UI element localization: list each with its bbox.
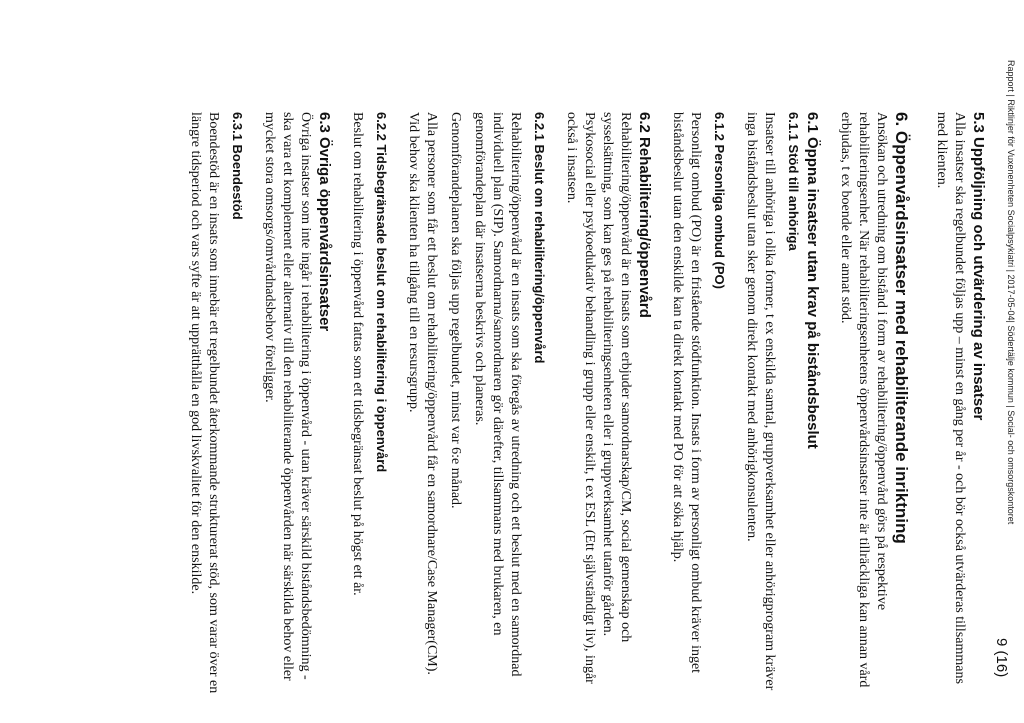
subsection-heading: 6.2.2 Tidsbegränsade beslut om rehabilitering i öppenvård [374,112,389,473]
paragraph: Genomförandeplanen ska följas upp regelbundet, minst var 6:e månad. [448,112,463,509]
running-header: Rapport | Riktlinjer för Vuxenenheten Socialpsykiatri | 2017-05-04| Södertälje kommun | Social- och omsorgskontoret [1006,60,1016,525]
section-6-3 [260,112,334,697]
section-6-3-1 [186,112,246,697]
paragraph: Rehabilitering/öppenvård är en insats som ska föregås av utredning och ett beslut med en samordnad individuell plan (SIP). Samordnarna/samordnaren gör därefter, tillsammans med brukaren, en genomförandeplan där insatserna beskrivs och planeras. [472,112,523,677]
paragraph: Insatser till anhöriga i olika former, t ex enskilda samtal, gruppverksamhet eller anhörigprogram kräver inga biståndsbeslut utan sker genom direkt kontakt med anhörigkonsulenten. [744,112,777,691]
paragraph: Rehabilitering/öppenvård är en insats som erbjuder samordnarskap/CM, social gemenskap och sysselsättning, som kan ges på rehabiliteringsenheten eller i gruppverksamhet utanför gården. Psykosocial eller psykoedukativ behandling i grupp eller enskilt, t ex ESL (Ett självständigt liv), ingår också i insatsen. [564,112,633,684]
subsection-heading: 6.1.1 Stöd till anhöriga [786,112,801,251]
paragraph: Personligt ombud (PO) är en fristående stödfunktion. Insats i form av personligt ombud kräver inget biståndsbeslut utan den enskilde kan ta direkt kontakt med PO för att söka hjälp. [670,112,703,674]
subsection-heading: 6.2.1 Beslut om rehabilitering/öppenvård [532,112,547,364]
paragraph: Alla insatser ska regelbundet följas upp – minst en gång per år - och bör också utvärderas tillsammans med klienten. [934,112,967,684]
section-6 [836,112,912,697]
subsection-heading: 6.1.2 Personliga ombud (PO) [712,112,727,289]
section-heading: 6.3 Övriga öppenvårdsinsatser [316,112,333,332]
document-body [186,112,988,697]
paragraph: Beslut om rehabilitering i öppenvård fattas som ett tidsbegränsat beslut på högst ett år. [350,112,365,596]
paragraph: Alla personer som får ett beslut om rehabilitering/öppenvård får en samordnare/Case Manager(CM). Vid behov ska klienten ha tillgång till en resursgrupp. [406,112,439,675]
section-heading: 6.2 Rehabilitering/öppenvård [636,112,653,318]
section-6-2 [562,112,654,697]
paragraph: Övriga insatser som inte ingår i rehabilitering i öppenvård - utan kräver särskild biståndsbedömning - ska vara ett komplement eller alternativ till den rehabiliterande öppenvården när särskilda behov eller mycket stora omsorgs/omvårdnadsbehov föreligger. [262,112,313,681]
page-number: 9 (16) [993,638,1010,678]
section-6-2-2 [348,112,390,697]
section-6-1-1 [742,112,802,697]
paragraph: Boendestöd är en insats som innebär ett regelbundet återkommande strukturerat stöd, som varar över en längre tidsperiod och vars syfte är att upprätthålla en god livskvalitet för den enskilde. [188,112,221,694]
section-6-1-2 [668,112,728,697]
section-6-2-1 [404,112,548,697]
section-heading: 5.3 Uppföljning och utvärdering av insatser [970,112,987,421]
paragraph: Ansökan och utredning om bistånd i form av rehabilitering/öppenvård görs på respektive rehabiliteringsenhet. När rehabiliteringsenhetens öppenvårdsinsatser inte är tillräckliga kan annan vård erbjudas, t ex boende eller annat stöd. [838,112,889,688]
chapter-heading: 6. Öppenvårdsinsatser med rehabiliterande inriktning [892,112,911,544]
subsection-heading: 6.3.1 Boendestöd [230,112,245,220]
section-heading: 6.1 Öppna insatser utan krav på biståndsbeslut [804,112,821,449]
section-5-3 [932,112,988,697]
section-6-1 [802,112,822,697]
